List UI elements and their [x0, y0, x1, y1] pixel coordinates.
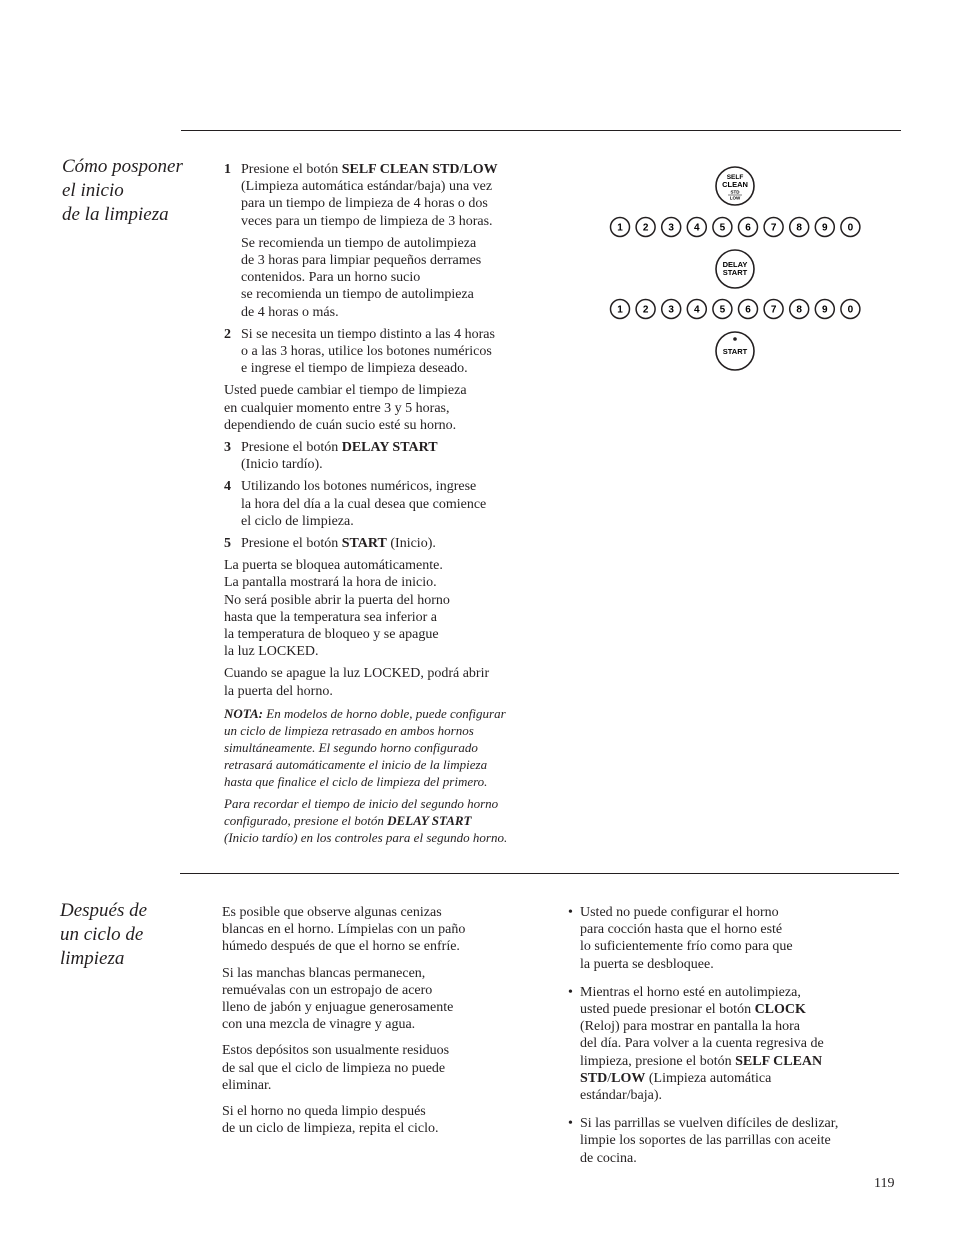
- bullet-text: Usted no puede configurar el horno para cocción hasta que el horno esté lo suficientemente frío como para que la puerta se desbloquee.: [580, 905, 793, 972]
- bullet-item-clock: [568, 984, 898, 1104]
- self-clean-button[interactable]: [716, 167, 754, 205]
- digit-6-button[interactable]: [739, 300, 758, 319]
- digit-0-button[interactable]: [841, 300, 860, 319]
- delay-start-button[interactable]: [716, 250, 754, 288]
- digit-1-label: 1: [617, 304, 623, 316]
- digit-2-button[interactable]: [636, 300, 655, 319]
- after-clean-left-column: [222, 904, 552, 1142]
- step-4: [224, 478, 564, 530]
- section-heading-after-clean: Después de un ciclo de limpieza: [60, 900, 148, 969]
- digit-3-button[interactable]: [662, 218, 681, 237]
- start-label: START: [722, 347, 748, 356]
- step-text: Presione el botón SELF CLEAN STD/LOW (Limpieza automática estándar/baja) una vez para un tiempo de limpieza de 4 horas o dos veces para un tiempo de limpieza de 3 horas.: [241, 162, 498, 229]
- step-2: [224, 326, 564, 378]
- bullet-text: Si las parrillas se vuelven difíciles de deslizar, limpie los soportes de las parrillas con aceite de cocina.: [580, 1116, 839, 1166]
- digit-5-button[interactable]: [713, 218, 732, 237]
- digit-6-button[interactable]: [739, 218, 758, 237]
- self-clean-label-std: STD: [730, 189, 740, 195]
- start-indicator-dot: [733, 337, 737, 341]
- section-divider: [180, 873, 899, 874]
- step-1-continuation: Se recomienda un tiempo de autolimpieza de 3 horas para limpiar pequeños derrames contenidos. Para un horno sucio se recomienda un tiempo de autolimpieza de 4 horas o más.: [241, 235, 482, 320]
- number-pad-row-2: [611, 300, 860, 319]
- digit-9-label: 9: [822, 304, 828, 316]
- delay-start-label-start: START: [722, 268, 748, 277]
- step-text: Utilizando los botones numéricos, ingrese la hora del día a la cual desea que comience el ciclo de limpieza.: [241, 479, 487, 529]
- digit-4-button[interactable]: [687, 218, 706, 237]
- bullet-mark: •: [568, 1116, 573, 1132]
- digit-0-label: 0: [847, 304, 854, 316]
- digit-8-button[interactable]: [790, 300, 809, 319]
- digit-3-label: 3: [668, 222, 674, 234]
- digit-1-button[interactable]: [611, 300, 630, 319]
- self-clean-label-self: SELF: [726, 174, 744, 181]
- bullet-item-cannot-set: [568, 904, 898, 973]
- bullet-item-racks: [568, 1115, 898, 1167]
- step-1: [224, 161, 564, 230]
- digit-2-label: 2: [642, 304, 649, 316]
- digit-9-button[interactable]: [815, 300, 834, 319]
- paragraph-change-time: Usted puede cambiar el tiempo de limpieza en cualquier momento entre 3 y 5 horas, dependiendo de cuán sucio esté su horno.: [224, 383, 467, 433]
- digit-9-label: 9: [822, 222, 828, 234]
- paragraph-white-spots: Si las manchas blancas permanecen, remuévalas con un estropajo de acero lleno de jabón y enjuague generosamente con una mezcla de vinagre y agua.: [222, 965, 454, 1033]
- digit-4-label: 4: [694, 304, 700, 316]
- digit-8-button[interactable]: [790, 218, 809, 237]
- number-pad-row-1: [611, 218, 860, 237]
- page-number: 119: [874, 1176, 895, 1191]
- digit-1-label: 1: [617, 222, 623, 234]
- digit-2-button[interactable]: [636, 218, 655, 237]
- step-number: 3: [224, 440, 231, 456]
- section-heading-delay-clean: Cómo posponer el inicio de la limpieza: [62, 156, 183, 225]
- digit-6-label: 6: [745, 304, 751, 316]
- paragraph-door-locks: La puerta se bloquea automáticamente. La pantalla mostrará la hora de inicio. No será posible abrir la puerta del horno hasta que la temperatura sea inferior a la temperatura de bloqueo y se apague la luz LOCKED.: [224, 558, 450, 660]
- digit-0-button[interactable]: [841, 218, 860, 237]
- note-second-oven: Para recordar el tiempo de inicio del segundo horno configurado, presione el botón DELAY START (Inicio tardío) en los controles para el segundo horno.: [224, 795, 508, 845]
- paragraph-repeat-cycle: Si el horno no queda limpio después de un ciclo de limpieza, repita el ciclo.: [222, 1104, 439, 1137]
- digit-2-label: 2: [642, 222, 649, 234]
- step-number: 1: [224, 162, 231, 177]
- step-text: Presione el botón START (Inicio).: [241, 536, 436, 552]
- bullet-text: Mientras el horno esté en autolimpieza, usted puede presionar el botón CLOCK (Reloj) para mostrar en pantalla la hora del día. Para volver a la cuenta regresiva de limpieza, presione el botón SELF CLEAN STD/LOW (Limpieza automática estándar/baja).: [580, 984, 824, 1104]
- digit-5-label: 5: [719, 222, 726, 234]
- digit-8-label: 8: [796, 304, 802, 316]
- bullet-mark: •: [568, 984, 573, 1000]
- step-number: 2: [224, 326, 231, 342]
- delay-start-label-delay: DELAY: [722, 260, 748, 269]
- step-text: Presione el botón DELAY START (Inicio tardío).: [241, 440, 438, 473]
- digit-8-label: 8: [796, 222, 802, 234]
- bullet-mark: •: [568, 905, 573, 920]
- self-clean-label-clean: CLEAN: [722, 180, 748, 189]
- digit-4-label: 4: [694, 222, 700, 234]
- digit-3-button[interactable]: [662, 300, 681, 319]
- self-clean-label-low: LOW: [729, 195, 741, 201]
- digit-7-label: 7: [770, 304, 777, 316]
- step-3: [224, 439, 564, 473]
- digit-5-label: 5: [719, 304, 726, 316]
- digit-7-button[interactable]: [764, 300, 783, 319]
- delay-clean-instructions: [224, 161, 564, 851]
- step-5: [224, 535, 564, 552]
- digit-3-label: 3: [668, 304, 674, 316]
- after-clean-right-column: [568, 904, 898, 1178]
- top-rule: [181, 130, 901, 131]
- paragraph-salt-deposits: Estos depósitos son usualmente residuos de sal que el ciclo de limpieza no puede eliminar.: [222, 1043, 450, 1093]
- step-text: Si se necesita un tiempo distinto a las 4 horas o a las 3 horas, utilice los botones numéricos e ingrese el tiempo de limpieza deseado.: [241, 326, 495, 377]
- control-panel-diagram: [600, 160, 870, 375]
- paragraph-ashes: Es posible que observe algunas cenizas blancas en el horno. Límpielas con un paño húmedo después de que el horno se enfríe.: [222, 905, 466, 955]
- digit-0-label: 0: [847, 222, 854, 234]
- step-number: 5: [224, 536, 231, 552]
- digit-7-label: 7: [770, 222, 777, 234]
- paragraph-locked-light: Cuando se apague la luz LOCKED, podrá abrir la puerta del horno.: [224, 666, 490, 699]
- digit-1-button[interactable]: [611, 218, 630, 237]
- digit-5-button[interactable]: [713, 300, 732, 319]
- digit-9-button[interactable]: [815, 218, 834, 237]
- digit-7-button[interactable]: [764, 218, 783, 237]
- note-double-oven: NOTA: En modelos de horno doble, puede configurar un ciclo de limpieza retrasado en ambos hornos simultáneamente. El segundo horno configurado retrasará automáticamente el inicio de la limpieza hasta que finalice el ciclo de limpieza del primero.: [224, 705, 506, 789]
- digit-4-button[interactable]: [687, 300, 706, 319]
- step-number: 4: [224, 479, 231, 495]
- digit-6-label: 6: [745, 222, 751, 234]
- start-button[interactable]: [716, 332, 754, 370]
